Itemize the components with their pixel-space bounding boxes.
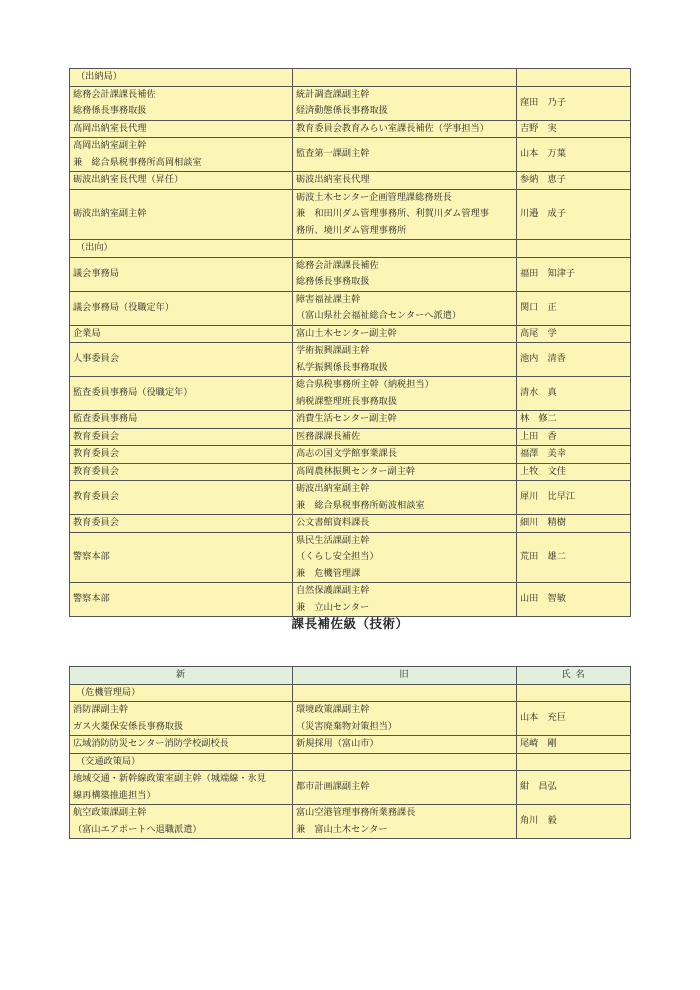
new-position-cell-line: 総務会計課課長補佐	[73, 88, 156, 100]
table-row	[70, 702, 631, 736]
new-position-cell	[70, 257, 293, 291]
old-position-cell	[293, 325, 517, 343]
old-position-cell-line: 務所、境川ダム管理事務所	[296, 224, 407, 236]
new-position-cell-line: 砺波出納室長代理（昇任）	[73, 174, 184, 185]
section-row	[70, 684, 631, 702]
table-row	[70, 377, 631, 411]
person-name-cell: 窪田 乃子	[517, 86, 631, 120]
old-position-cell-line: 総務会計課課長補佐	[296, 259, 379, 271]
old-position-cell-line: 兼 危機管理課	[296, 567, 361, 579]
new-position-cell-line: 教育委員会	[73, 430, 119, 442]
person-name-cell: 高尾 学	[517, 325, 631, 343]
table-row	[70, 291, 631, 325]
person-name-cell: 犀川 比早江	[517, 481, 631, 515]
new-position-cell-line: 教育委員会	[73, 517, 119, 528]
old-position-cell-line: 砺波出納室長代理	[296, 174, 370, 185]
old-position-cell	[293, 515, 517, 533]
old-position-cell	[293, 805, 517, 839]
table-row	[70, 428, 631, 446]
new-position-cell-line: 総務係長事務取扱	[73, 105, 147, 116]
new-position-cell	[70, 343, 293, 377]
old-position-cell-line: 統計調査課副主幹	[296, 88, 370, 100]
new-position-cell	[70, 515, 293, 533]
old-position-cell-line: 都市計画課副主幹	[296, 781, 370, 793]
old-position-cell	[293, 446, 517, 464]
personnel-table-1	[69, 68, 631, 617]
old-position-cell-line: 医務課課長補佐	[296, 430, 361, 442]
old-position-cell-line: 監査第一課副主幹	[296, 148, 370, 160]
new-position-cell	[70, 428, 293, 446]
empty-cell	[517, 240, 631, 258]
new-position-cell	[70, 481, 293, 515]
empty-cell	[517, 684, 631, 702]
header-new: 新	[70, 667, 293, 685]
table-row	[70, 532, 631, 583]
new-position-cell-line: 高岡出納室長代理	[73, 122, 147, 134]
table-row	[70, 86, 631, 120]
section-row	[70, 69, 631, 87]
person-name-cell: 林 修二	[517, 411, 631, 429]
old-position-cell	[293, 411, 517, 429]
old-position-cell-line: 兼 総合県税事務所砺波相談室	[296, 499, 425, 511]
old-position-cell	[293, 583, 517, 617]
old-position-cell-line: 兼 和田川ダム管理事務所、利賀川ダム管理事	[296, 208, 489, 219]
table-row	[70, 172, 631, 190]
old-position-cell-line: 学術振興課副主幹	[296, 345, 370, 356]
new-position-cell	[70, 291, 293, 325]
person-name-cell: 池内 清香	[517, 343, 631, 377]
new-position-cell-line: 企業局	[73, 327, 101, 339]
new-position-cell	[70, 583, 293, 617]
new-position-cell	[70, 325, 293, 343]
old-position-cell-line: （災害廃棄物対策担当）	[296, 720, 398, 732]
new-position-cell	[70, 86, 293, 120]
person-name-cell: 福田 知津子	[517, 257, 631, 291]
new-position-cell-line: 砺波出納室副主幹	[73, 208, 147, 219]
old-position-cell	[293, 736, 517, 754]
new-position-cell	[70, 532, 293, 583]
table-row	[70, 138, 631, 172]
old-position-cell-line: 消費生活センター副主幹	[296, 413, 397, 424]
old-position-cell-line: 兼 立山センター	[296, 601, 370, 613]
old-position-cell-line: 公文書館資料課長	[296, 517, 370, 528]
table-1-body	[70, 69, 631, 617]
table-row	[70, 481, 631, 515]
person-name-cell: 川邉 成子	[517, 189, 631, 240]
empty-cell	[293, 684, 517, 702]
new-position-cell-line: 兼 総合県税事務所高岡相談室	[73, 156, 202, 168]
old-position-cell-line: 県民生活課副主幹	[296, 534, 370, 546]
new-position-cell-line: 広域消防防災センター消防学校副校長	[73, 738, 229, 749]
new-position-cell-line: 教育委員会	[73, 465, 119, 477]
table-row	[70, 189, 631, 240]
new-position-cell	[70, 189, 293, 240]
old-position-cell-line: 兼 富山土木センター	[296, 823, 388, 835]
new-position-cell	[70, 736, 293, 754]
new-position-cell-line: 線再構築推進担当）	[73, 789, 156, 801]
table-row	[70, 257, 631, 291]
new-position-cell	[70, 411, 293, 429]
section-heading: 課長補佐級（技術）	[291, 616, 409, 631]
table-row	[70, 343, 631, 377]
person-name-cell: 細川 精樹	[517, 515, 631, 533]
old-position-cell-line: 環境政策課副主幹	[296, 704, 370, 715]
new-position-cell	[70, 172, 293, 190]
old-position-cell	[293, 120, 517, 138]
empty-cell	[293, 240, 517, 258]
old-position-cell-line: 経済動態係長事務取扱	[296, 105, 388, 116]
person-name-cell: 山田 智敏	[517, 583, 631, 617]
old-position-cell-line: 富山空港管理事務所業務課長	[296, 807, 416, 818]
person-name-cell: 紺 昌弘	[517, 771, 631, 805]
person-name-cell: 尾崎 剛	[517, 736, 631, 754]
old-position-cell	[293, 481, 517, 515]
person-name-cell: 山本 万葉	[517, 138, 631, 172]
table-row	[70, 736, 631, 754]
person-name-cell: 福澤 美幸	[517, 446, 631, 464]
section-label: （出向）	[70, 240, 293, 258]
new-position-cell	[70, 771, 293, 805]
new-position-cell-line: 航空政策課副主幹	[73, 807, 147, 818]
old-position-cell	[293, 343, 517, 377]
old-position-cell	[293, 257, 517, 291]
person-name-cell: 上牧 文佳	[517, 463, 631, 481]
personnel-table-2	[69, 666, 631, 839]
new-position-cell-line: 地域交通・新幹線政策室副主幹（城端線・氷見	[73, 773, 266, 784]
person-name-cell: 角川 毅	[517, 805, 631, 839]
empty-cell	[293, 753, 517, 771]
old-position-cell-line: （富山県社会福祉総合センターへ派遣）	[296, 310, 462, 321]
new-position-cell	[70, 463, 293, 481]
table-row	[70, 583, 631, 617]
person-name-cell: 参納 恵子	[517, 172, 631, 190]
table-row	[70, 515, 631, 533]
old-position-cell-line: 高岡農林振興センター副主幹	[296, 465, 416, 477]
table-row	[70, 446, 631, 464]
person-name-cell: 山本 充巨	[517, 702, 631, 736]
new-position-cell-line: 監査委員事務局	[73, 413, 138, 424]
table-header-row	[70, 667, 631, 685]
new-position-cell	[70, 446, 293, 464]
table-row	[70, 805, 631, 839]
old-position-cell-line: 総務係長事務取扱	[296, 276, 370, 287]
person-name-cell: 吉野 実	[517, 120, 631, 138]
header-name: 氏 名	[517, 667, 631, 685]
person-name-cell: 関口 正	[517, 291, 631, 325]
section-label: （危機管理局）	[70, 684, 293, 702]
old-position-cell	[293, 291, 517, 325]
new-position-cell	[70, 377, 293, 411]
table-row	[70, 325, 631, 343]
old-position-cell-line: 障害福祉課主幹	[296, 293, 361, 305]
old-position-cell-line: 私学振興係長事務取扱	[296, 361, 388, 373]
old-position-cell	[293, 86, 517, 120]
new-position-cell-line: 教育委員会	[73, 448, 119, 459]
old-position-cell	[293, 532, 517, 583]
old-position-cell-line: 自然保護課副主幹	[296, 585, 370, 596]
empty-cell	[517, 69, 631, 87]
old-position-cell-line: 新規採用（富山市）	[296, 738, 379, 749]
old-position-cell	[293, 377, 517, 411]
new-position-cell	[70, 120, 293, 138]
old-position-cell	[293, 428, 517, 446]
empty-cell	[517, 753, 631, 771]
header-old: 旧	[293, 667, 517, 685]
section-row	[70, 240, 631, 258]
old-position-cell-line: 高志の国文学館事業課長	[296, 448, 398, 459]
old-position-cell-line: 納税課整理班長事務取扱	[296, 395, 398, 407]
old-position-cell-line: 砺波土木センター企画管理課総務班長	[296, 191, 452, 203]
new-position-cell	[70, 138, 293, 172]
table-row	[70, 411, 631, 429]
section-row	[70, 753, 631, 771]
table-row	[70, 120, 631, 138]
new-position-cell-line: 人事委員会	[73, 353, 119, 365]
new-position-cell-line: ガス火薬保安係長事務取扱	[73, 720, 184, 732]
new-position-cell-line: 高岡出納室副主幹	[73, 140, 147, 151]
new-position-cell-line: 警察本部	[73, 593, 110, 605]
old-position-cell-line: 富山土木センター副主幹	[296, 327, 397, 339]
new-position-cell-line: 消防課副主幹	[73, 704, 129, 715]
new-position-cell-line: （富山エアポートへ退職派遣）	[73, 823, 202, 835]
old-position-cell	[293, 702, 517, 736]
old-position-cell-line: 砺波出納室副主幹	[296, 483, 370, 494]
new-position-cell-line: 教育委員会	[73, 491, 119, 503]
old-position-cell-line: 教育委員会教育みらい室課長補佐（学事担当）	[296, 122, 489, 134]
section-label: （出納局）	[70, 69, 293, 87]
person-name-cell: 荒田 雄二	[517, 532, 631, 583]
empty-cell	[293, 69, 517, 87]
old-position-cell	[293, 189, 517, 240]
new-position-cell	[70, 805, 293, 839]
old-position-cell	[293, 172, 517, 190]
old-position-cell-line: （くらし安全担当）	[296, 551, 379, 562]
new-position-cell-line: 監査委員事務局（役職定年）	[73, 387, 193, 399]
new-position-cell-line: 議会事務局（役職定年）	[73, 301, 175, 313]
section-label: （交通政策局）	[70, 753, 293, 771]
person-name-cell: 上田 香	[517, 428, 631, 446]
new-position-cell	[70, 702, 293, 736]
table-2-body	[70, 684, 631, 839]
old-position-cell	[293, 138, 517, 172]
old-position-cell	[293, 463, 517, 481]
table-row	[70, 463, 631, 481]
table-row	[70, 771, 631, 805]
old-position-cell	[293, 771, 517, 805]
person-name-cell: 清水 真	[517, 377, 631, 411]
new-position-cell-line: 議会事務局	[73, 267, 119, 279]
old-position-cell-line: 総合県税事務所主幹（納税担当）	[296, 379, 434, 390]
new-position-cell-line: 警察本部	[73, 551, 110, 562]
